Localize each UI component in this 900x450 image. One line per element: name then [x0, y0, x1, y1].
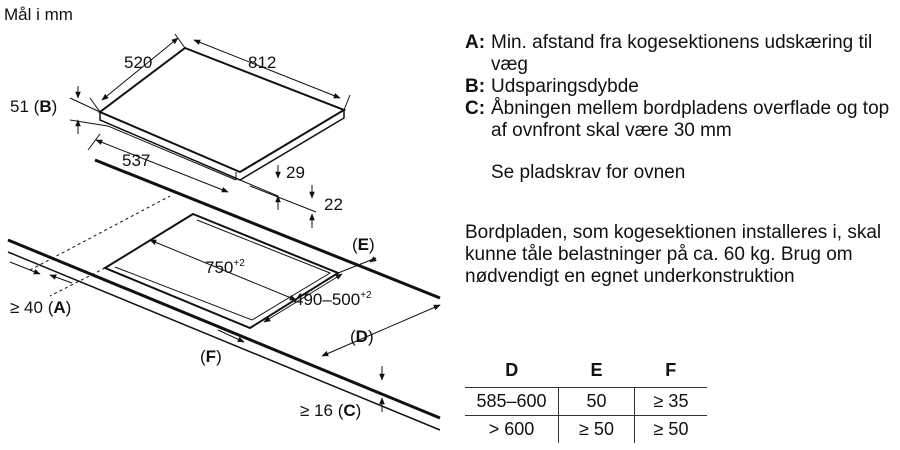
- table-cell: ≥ 50: [635, 416, 708, 444]
- label-812: 812: [248, 53, 277, 72]
- load-paragraph: Bordpladen, som kogesektionen installeres i, skal kunne tåle belastninger på ca. 60 kg. Brug om nødvendigt en egnet underkonstruktion: [465, 222, 882, 287]
- legend-note: Se pladskrav for ovnen: [491, 162, 686, 183]
- legend-text: Udsparingsdybde: [491, 76, 639, 97]
- legend-text: Åbningen mellem bordpladens overflade og top af ovnfront skal være 30 mm: [491, 98, 890, 141]
- countertop: [8, 160, 440, 430]
- legend-key: C:: [465, 98, 486, 119]
- legend-key: A:: [465, 32, 486, 53]
- label-750: $750^{+2}$: [205, 258, 245, 277]
- label-51: 51 (B): [10, 97, 58, 116]
- label-490-500: $490-500^{+2}$: [294, 290, 372, 309]
- table-row: [465, 388, 707, 416]
- table-cell: 585–600: [465, 388, 559, 416]
- dimension-22: [250, 185, 316, 228]
- table-header: F: [665, 360, 677, 380]
- label-520: 520: [124, 53, 153, 72]
- table-cell: 50: [559, 388, 635, 416]
- label-537: 537: [122, 151, 151, 170]
- table-header-row: [465, 358, 707, 388]
- legend-key: B:: [465, 76, 486, 97]
- table-cell: ≥ 35: [635, 388, 708, 416]
- label-29: 29: [286, 163, 305, 182]
- label-40: ≥ 40 (A): [10, 298, 72, 317]
- label-D: (D): [350, 327, 374, 346]
- projection-lines: [30, 196, 170, 296]
- legend-text: Min. afstand fra kogesektionens udskæring til væg: [491, 32, 873, 75]
- units-caption: Mål i mm: [4, 5, 73, 24]
- label-22: 22: [324, 195, 343, 214]
- legend-item-a: [465, 32, 895, 76]
- table-cell: > 600: [465, 416, 559, 444]
- legend-item-c: [465, 98, 895, 142]
- legend-item-b: [465, 76, 895, 98]
- dimension-table: [465, 358, 707, 443]
- dimension-29: [240, 165, 278, 210]
- label-16: ≥ 16 (C): [300, 401, 362, 420]
- label-E: (E): [352, 235, 375, 254]
- table-row: [465, 416, 707, 444]
- legend: [465, 32, 895, 184]
- label-F: (F): [200, 347, 222, 366]
- dimension-D: [322, 305, 440, 356]
- table-cell: ≥ 50: [559, 416, 635, 444]
- table-header: E: [590, 360, 603, 380]
- table-header: D: [505, 360, 519, 380]
